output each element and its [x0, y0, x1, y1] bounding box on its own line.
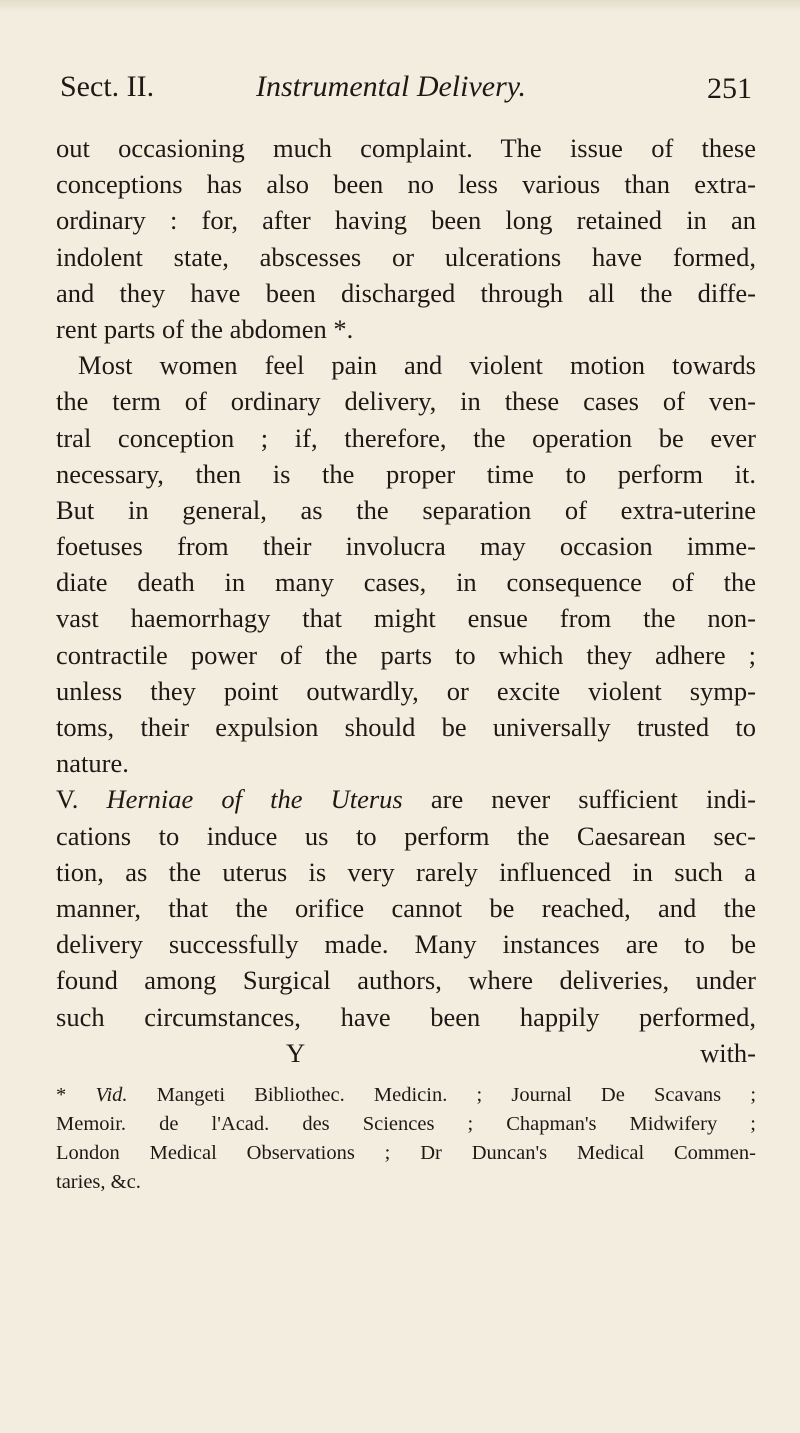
signature-line [56, 1035, 756, 1071]
section-numeral: V. [56, 784, 79, 815]
text-line: manner, that the orifice cannot be reached, and the [56, 892, 756, 923]
footnote-text: Mangeti Bibliothec. Medicin. ; Journal De Scavans ; [156, 1084, 757, 1106]
text-line: conceptions has also been no less various than extra- [56, 169, 756, 200]
footnote-line: London Medical Observations ; Dr Duncan's Medical Commen- [56, 1142, 756, 1164]
footnote [56, 1081, 756, 1197]
text-line: the term of ordinary delivery, in these cases of ven- [56, 386, 756, 417]
text-line: indolent state, abscesses or ulcerations have formed, [56, 241, 756, 272]
text-line: nature. [56, 748, 129, 779]
text-line: Most women feel pain and violent motion towards [78, 350, 756, 381]
footnote-line: taries, &c. [56, 1171, 141, 1193]
footnote-line: Memoir. de l'Acad. des Sciences ; Chapman's Midwifery ; [56, 1113, 756, 1135]
text-line: contractile power of the parts to which they adhere ; [56, 639, 756, 670]
text-run: are never sufficient indi- [430, 784, 757, 815]
text-line: rent parts of the abdomen *. [56, 313, 354, 344]
catchword: with- [700, 1037, 756, 1068]
text-line: tion, as the uterus is very rarely influenced in such a [56, 856, 756, 887]
page-top-edge [0, 0, 800, 12]
main-text [56, 130, 756, 1071]
paragraph-v-first-line [56, 781, 756, 817]
text-line: necessary, then is the proper time to perform it. [56, 458, 756, 489]
running-header [56, 70, 760, 114]
signature-mark: Y [286, 1037, 306, 1068]
text-line: and they have been discharged through all the diffe- [56, 277, 756, 308]
text-line: But in general, as the separation of extra-uterine [56, 494, 756, 525]
text-line: tral conception ; if, therefore, the operation be ever [56, 422, 756, 453]
page-number: 251 [707, 72, 752, 105]
text-line: cations to induce us to perform the Caesarean sec- [56, 820, 756, 851]
text-line: vast haemorrhagy that might ensue from the non- [56, 603, 756, 634]
running-title: Instrumental Delivery. [256, 70, 526, 103]
text-line: foetuses from their involucra may occasion imme- [56, 531, 756, 562]
text-line: out occasioning much complaint. The issue of these [56, 133, 756, 163]
section-heading: Herniae of the Uterus [106, 784, 403, 815]
footnote-marker: * [56, 1084, 67, 1106]
text-line: diate death in many cases, in consequence of the [56, 567, 756, 598]
footnote-line [56, 1081, 756, 1110]
section-label: Sect. II. [60, 70, 155, 103]
footnote-vid: Vid. [95, 1084, 128, 1106]
text-line: delivery successfully made. Many instances are to be [56, 929, 756, 960]
text-line: ordinary : for, after having been long retained in an [56, 205, 756, 236]
text-line: toms, their expulsion should be universally trusted to [56, 712, 756, 742]
text-line: unless they point outwardly, or excite violent symp- [56, 675, 756, 706]
text-line: such circumstances, have been happily performed, [56, 1001, 756, 1032]
text-line: found among Surgical authors, where deliveries, under [56, 965, 756, 996]
